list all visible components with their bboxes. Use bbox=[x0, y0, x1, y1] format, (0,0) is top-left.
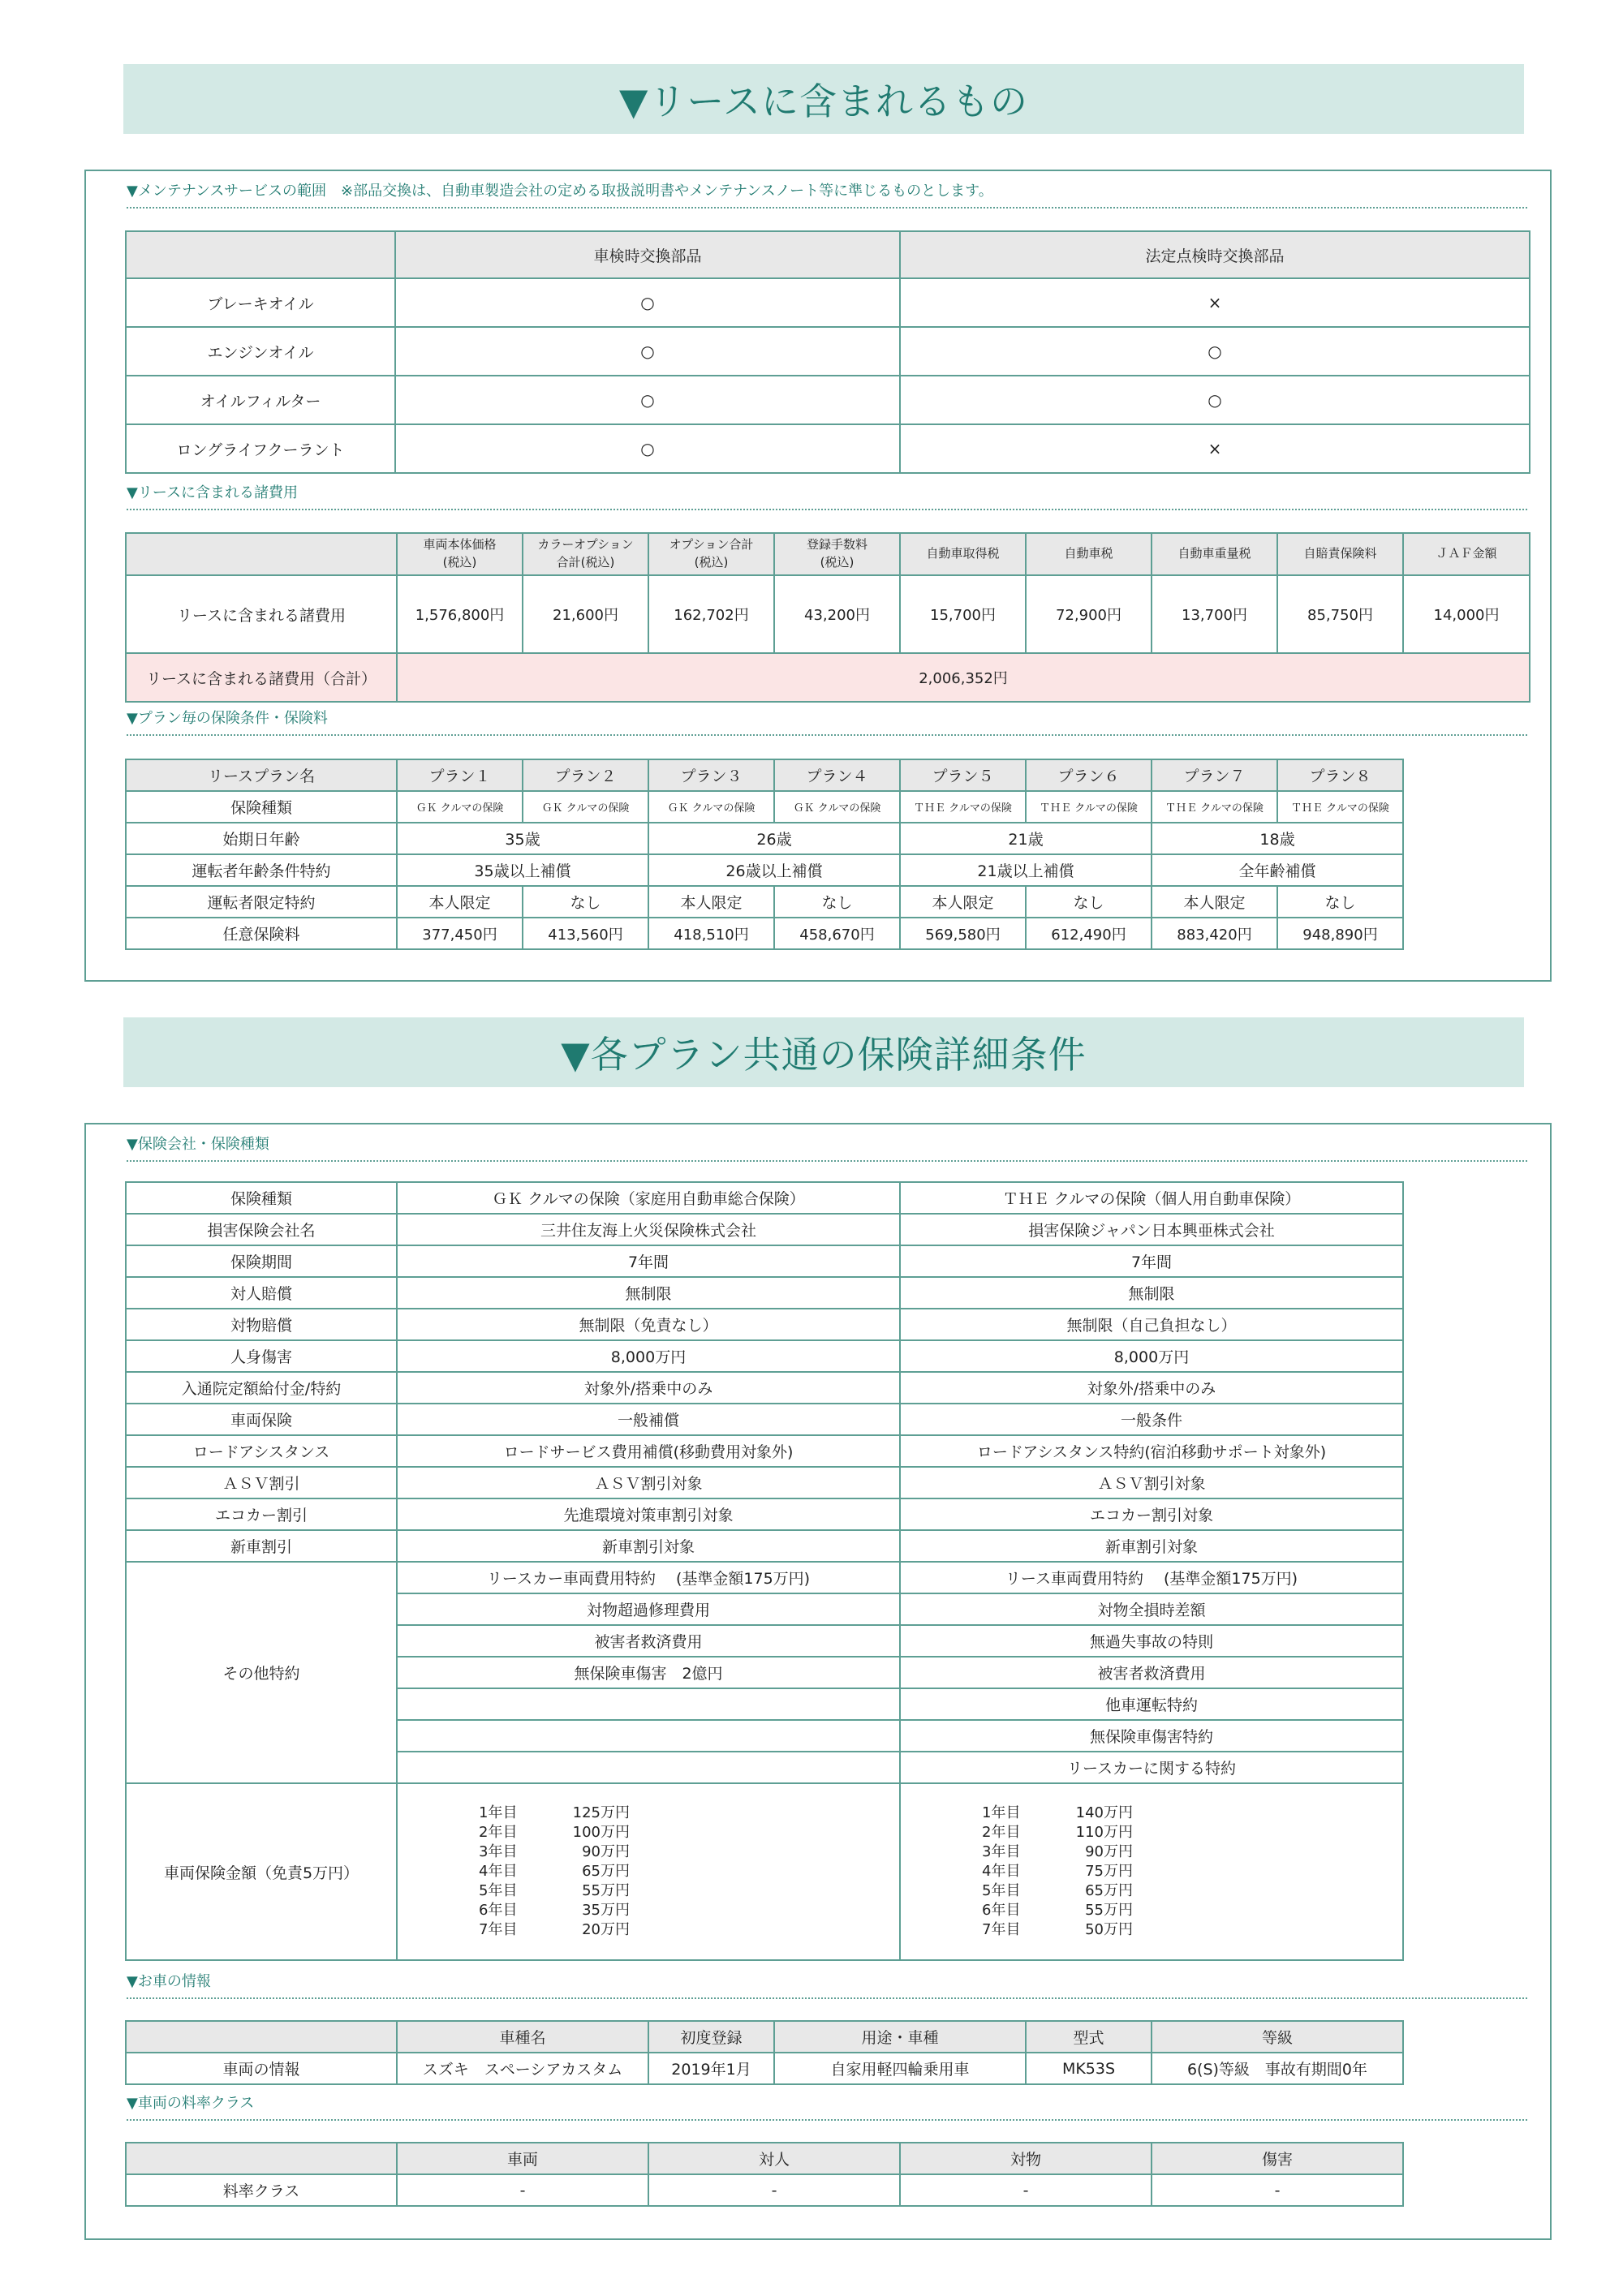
amount-line: 3年目 90万円 bbox=[982, 1843, 1133, 1860]
mark-cell: ○ bbox=[395, 278, 900, 327]
the-rider: 他車運転特約 bbox=[900, 1688, 1403, 1720]
car-header-blank bbox=[126, 2021, 397, 2053]
premium-value: 948,890円 bbox=[1277, 918, 1403, 949]
amount-line: 1年目 140万円 bbox=[982, 1804, 1133, 1821]
maintenance-table bbox=[125, 230, 1530, 474]
the-value: ＴＨＥ クルマの保険（個人用自動車保険） bbox=[900, 1182, 1403, 1214]
grade: 6(S)等級 事故有期間0年 bbox=[1152, 2053, 1403, 2084]
plan-name: プラン６ bbox=[1026, 759, 1152, 791]
mark-cell: × bbox=[900, 424, 1530, 473]
driver-limit: 本人限定 bbox=[648, 886, 774, 918]
rate-header: 傷害 bbox=[1152, 2143, 1403, 2174]
gk-rider bbox=[397, 1720, 900, 1752]
insurance-type: ＴＨＥ クルマの保険 bbox=[1277, 791, 1403, 823]
age-condition: 35歳以上補償 bbox=[397, 854, 648, 886]
table-row bbox=[126, 376, 1530, 424]
mark-cell: ○ bbox=[900, 327, 1530, 376]
rate-value: - bbox=[1152, 2174, 1403, 2206]
maintenance-header-blank bbox=[126, 231, 395, 278]
fees-total-value: 2,006,352円 bbox=[397, 653, 1530, 702]
the-rider: 無保険車傷害特約 bbox=[900, 1720, 1403, 1752]
details-section-title: ▼保険会社・保険種類 bbox=[127, 1133, 1527, 1162]
gk-value: 対象外/搭乗中のみ bbox=[397, 1372, 900, 1404]
fee-value: 15,700円 bbox=[900, 575, 1026, 653]
plans-header-row bbox=[126, 759, 1403, 791]
gk-value: 新車割引対象 bbox=[397, 1530, 900, 1562]
gk-value: 無制限 bbox=[397, 1277, 900, 1309]
gk-value: ＡＳＶ割引対象 bbox=[397, 1467, 900, 1498]
driver-limit: なし bbox=[1277, 886, 1403, 918]
amount-line: 4年目 65万円 bbox=[479, 1863, 630, 1880]
plan-name: プラン３ bbox=[648, 759, 774, 791]
fees-header: 自賠責保険料 bbox=[1277, 533, 1403, 575]
maintenance-header-row bbox=[126, 231, 1530, 278]
the-rider: 被害者救済費用 bbox=[900, 1657, 1403, 1688]
row-label: 損害保険会社名 bbox=[126, 1214, 397, 1245]
part-name: ロングライフクーラント bbox=[126, 424, 395, 473]
row-label: 運転者年齢条件特約 bbox=[126, 854, 397, 886]
table-row bbox=[126, 575, 1530, 653]
amount-line: 7年目 20万円 bbox=[479, 1921, 630, 1938]
insurance-type: ＧＫ クルマの保険 bbox=[397, 791, 523, 823]
table-row bbox=[126, 1182, 1403, 1214]
premium-value: 569,580円 bbox=[900, 918, 1026, 949]
fee-value: 21,600円 bbox=[523, 575, 648, 653]
plan-name: プラン８ bbox=[1277, 759, 1403, 791]
row-label: 任意保険料 bbox=[126, 918, 397, 949]
details-body bbox=[126, 1182, 1403, 1960]
row-label: エコカー割引 bbox=[126, 1498, 397, 1530]
plan-name: プラン２ bbox=[523, 759, 648, 791]
amount-line: 4年目 75万円 bbox=[982, 1863, 1133, 1880]
insurance-details-table bbox=[125, 1181, 1404, 1961]
rate-header-blank bbox=[126, 2143, 397, 2174]
insurance-type: ＧＫ クルマの保険 bbox=[774, 791, 900, 823]
driver-limit: なし bbox=[774, 886, 900, 918]
row-label: 入通院定額給付金/特約 bbox=[126, 1372, 397, 1404]
fees-section-title: ▼リースに含まれる諸費用 bbox=[127, 481, 1527, 510]
row-label: 対物賠償 bbox=[126, 1309, 397, 1340]
fees-header-row bbox=[126, 533, 1530, 575]
other-rider-row bbox=[126, 1562, 1403, 1593]
rate-class-table bbox=[125, 2142, 1404, 2207]
premium-value: 458,670円 bbox=[774, 918, 900, 949]
gk-amount-schedule bbox=[397, 1783, 900, 1960]
gk-rider bbox=[397, 1752, 900, 1783]
premium-value: 612,490円 bbox=[1026, 918, 1152, 949]
fees-total-row bbox=[126, 653, 1530, 702]
the-rider: 対物全損時差額 bbox=[900, 1593, 1403, 1625]
fees-header: 登録手数料 (税込) bbox=[774, 533, 900, 575]
row-label: ＡＳＶ割引 bbox=[126, 1467, 397, 1498]
plan-name: プラン７ bbox=[1152, 759, 1277, 791]
gk-value: 三井住友海上火災保険株式会社 bbox=[397, 1214, 900, 1245]
plans-section-title: ▼プラン毎の保険条件・保険料 bbox=[127, 707, 1527, 736]
plans-table bbox=[125, 759, 1404, 950]
fees-table bbox=[125, 532, 1530, 703]
row-label: 対人賠償 bbox=[126, 1277, 397, 1309]
car-info-header-row bbox=[126, 2021, 1403, 2053]
gk-value: 無制限（免責なし） bbox=[397, 1309, 900, 1340]
row-label: 車両保険 bbox=[126, 1404, 397, 1435]
amount-line: 2年目 100万円 bbox=[479, 1824, 630, 1841]
table-row bbox=[126, 1404, 1403, 1435]
table-row bbox=[126, 1435, 1403, 1467]
fees-header-blank bbox=[126, 533, 397, 575]
table-row bbox=[126, 424, 1530, 473]
table-row bbox=[126, 1245, 1403, 1277]
rate-header-row bbox=[126, 2143, 1403, 2174]
amount-line: 2年目 110万円 bbox=[982, 1824, 1133, 1841]
the-value: エコカー割引対象 bbox=[900, 1498, 1403, 1530]
the-value: 7年間 bbox=[900, 1245, 1403, 1277]
table-row bbox=[126, 886, 1403, 918]
rate-class-label: 料率クラス bbox=[126, 2174, 397, 2206]
fees-header: 自動車重量税 bbox=[1152, 533, 1277, 575]
rate-header: 対人 bbox=[648, 2143, 900, 2174]
age-condition: 21歳以上補償 bbox=[900, 854, 1152, 886]
part-name: エンジンオイル bbox=[126, 327, 395, 376]
rate-header: 対物 bbox=[900, 2143, 1152, 2174]
maintenance-header-shaken: 車検時交換部品 bbox=[395, 231, 900, 278]
rate-header: 車両 bbox=[397, 2143, 648, 2174]
start-age: 26歳 bbox=[648, 823, 900, 854]
row-label: 人身傷害 bbox=[126, 1340, 397, 1372]
fees-header: カラーオプション 合計(税込) bbox=[523, 533, 648, 575]
mark-cell: ○ bbox=[395, 424, 900, 473]
fee-value: 13,700円 bbox=[1152, 575, 1277, 653]
the-value: 対象外/搭乗中のみ bbox=[900, 1372, 1403, 1404]
table-row bbox=[126, 278, 1530, 327]
table-row bbox=[126, 1214, 1403, 1245]
section-banner-common-conditions: ▼各プラン共通の保険詳細条件 bbox=[123, 1017, 1524, 1087]
amount-line: 3年目 90万円 bbox=[479, 1843, 630, 1860]
model-code: MK53S bbox=[1026, 2053, 1152, 2084]
fees-header: 自動車取得税 bbox=[900, 533, 1026, 575]
premium-value: 377,450円 bbox=[397, 918, 523, 949]
insurance-type: ＧＫ クルマの保険 bbox=[523, 791, 648, 823]
the-value: 無制限（自己負担なし） bbox=[900, 1309, 1403, 1340]
gk-value: 8,000万円 bbox=[397, 1340, 900, 1372]
insurance-type: ＴＨＥ クルマの保険 bbox=[1152, 791, 1277, 823]
gk-rider: 対物超過修理費用 bbox=[397, 1593, 900, 1625]
row-label: 新車割引 bbox=[126, 1530, 397, 1562]
the-rider: リース車両費用特約 (基準金額175万円) bbox=[900, 1562, 1403, 1593]
insurance-type: ＴＨＥ クルマの保険 bbox=[1026, 791, 1152, 823]
amount-line: 7年目 50万円 bbox=[982, 1921, 1133, 1938]
start-age: 21歳 bbox=[900, 823, 1152, 854]
the-value: 8,000万円 bbox=[900, 1340, 1403, 1372]
gk-rider: 無保険車傷害 2億円 bbox=[397, 1657, 900, 1688]
table-row bbox=[126, 327, 1530, 376]
fees-header: 車両本体価格 (税込) bbox=[397, 533, 523, 575]
table-row bbox=[126, 854, 1403, 886]
mark-cell: × bbox=[900, 278, 1530, 327]
fee-value: 43,200円 bbox=[774, 575, 900, 653]
table-row bbox=[126, 1467, 1403, 1498]
lease-includes-panel bbox=[84, 170, 1552, 982]
the-value: ＡＳＶ割引対象 bbox=[900, 1467, 1403, 1498]
premium-value: 883,420円 bbox=[1152, 918, 1277, 949]
part-name: オイルフィルター bbox=[126, 376, 395, 424]
age-condition: 26歳以上補償 bbox=[648, 854, 900, 886]
row-label: 運転者限定特約 bbox=[126, 886, 397, 918]
plan-name: プラン５ bbox=[900, 759, 1026, 791]
table-row bbox=[126, 791, 1403, 823]
gk-rider bbox=[397, 1688, 900, 1720]
rate-class-section-title: ▼車両の料率クラス bbox=[127, 2092, 1527, 2121]
rate-value: - bbox=[397, 2174, 648, 2206]
table-row bbox=[126, 1340, 1403, 1372]
car-header: 車種名 bbox=[397, 2021, 648, 2053]
first-registration: 2019年1月 bbox=[648, 2053, 774, 2084]
driver-limit: なし bbox=[523, 886, 648, 918]
row-label: ロードアシスタンス bbox=[126, 1435, 397, 1467]
car-header: 等級 bbox=[1152, 2021, 1403, 2053]
the-amount-schedule bbox=[900, 1783, 1403, 1960]
row-label: 保険種類 bbox=[126, 791, 397, 823]
plan-name: プラン１ bbox=[397, 759, 523, 791]
row-label: 始期日年齢 bbox=[126, 823, 397, 854]
the-value: 新車割引対象 bbox=[900, 1530, 1403, 1562]
part-name: ブレーキオイル bbox=[126, 278, 395, 327]
common-conditions-panel bbox=[84, 1123, 1552, 2240]
driver-limit: 本人限定 bbox=[1152, 886, 1277, 918]
fee-value: 85,750円 bbox=[1277, 575, 1403, 653]
amount-line: 5年目 55万円 bbox=[479, 1882, 630, 1899]
fees-total-label: リースに含まれる諸費用（合計） bbox=[126, 653, 397, 702]
gk-value: 先進環境対策車割引対象 bbox=[397, 1498, 900, 1530]
the-value: 無制限 bbox=[900, 1277, 1403, 1309]
fees-header: ＪＡＦ金額 bbox=[1403, 533, 1530, 575]
section-banner-lease-includes: ▼リースに含まれるもの bbox=[123, 64, 1524, 134]
mark-cell: ○ bbox=[395, 327, 900, 376]
vehicle-amount-row bbox=[126, 1783, 1403, 1960]
car-header: 初度登録 bbox=[648, 2021, 774, 2053]
driver-limit: 本人限定 bbox=[397, 886, 523, 918]
amount-line: 5年目 65万円 bbox=[982, 1882, 1133, 1899]
table-row bbox=[126, 823, 1403, 854]
table-row bbox=[126, 1372, 1403, 1404]
premium-value: 413,560円 bbox=[523, 918, 648, 949]
the-value: 一般条件 bbox=[900, 1404, 1403, 1435]
insurance-type: ＧＫ クルマの保険 bbox=[648, 791, 774, 823]
fees-header: オプション合計 (税込) bbox=[648, 533, 774, 575]
table-row bbox=[126, 918, 1403, 949]
start-age: 35歳 bbox=[397, 823, 648, 854]
car-header: 型式 bbox=[1026, 2021, 1152, 2053]
gk-rider: 被害者救済費用 bbox=[397, 1625, 900, 1657]
car-header: 用途・車種 bbox=[774, 2021, 1026, 2053]
fees-row-label: リースに含まれる諸費用 bbox=[126, 575, 397, 653]
fee-value: 14,000円 bbox=[1403, 575, 1530, 653]
car-info-label: 車両の情報 bbox=[126, 2053, 397, 2084]
amount-line: 1年目 125万円 bbox=[479, 1804, 630, 1821]
table-row bbox=[126, 1498, 1403, 1530]
table-row bbox=[126, 1309, 1403, 1340]
maintenance-section-title: ▼メンテナンスサービスの範囲 ※部品交換は、自動車製造会社の定める取扱説明書やメンテナンスノート等に準じるものとします。 bbox=[127, 179, 1527, 209]
car-info-table bbox=[125, 2020, 1404, 2085]
gk-value: 一般補償 bbox=[397, 1404, 900, 1435]
car-model-name: スズキ スペーシアカスタム bbox=[397, 2053, 648, 2084]
the-value: ロードアシスタンス特約(宿泊移動サポート対象外) bbox=[900, 1435, 1403, 1467]
car-info-section-title: ▼お車の情報 bbox=[127, 1970, 1527, 1999]
fee-value: 72,900円 bbox=[1026, 575, 1152, 653]
fee-value: 162,702円 bbox=[648, 575, 774, 653]
age-condition: 全年齢補償 bbox=[1152, 854, 1403, 886]
rate-value: - bbox=[648, 2174, 900, 2206]
plans-header-label: リースプラン名 bbox=[126, 759, 397, 791]
mark-cell: ○ bbox=[900, 376, 1530, 424]
gk-value: ＧＫ クルマの保険（家庭用自動車総合保険） bbox=[397, 1182, 900, 1214]
vehicle-usage: 自家用軽四輪乗用車 bbox=[774, 2053, 1026, 2084]
fees-header: 自動車税 bbox=[1026, 533, 1152, 575]
gk-value: ロードサービス費用補償(移動費用対象外) bbox=[397, 1435, 900, 1467]
fee-value: 1,576,800円 bbox=[397, 575, 523, 653]
row-label: 保険期間 bbox=[126, 1245, 397, 1277]
table-row bbox=[126, 2053, 1403, 2084]
driver-limit: なし bbox=[1026, 886, 1152, 918]
amount-line: 6年目 55万円 bbox=[982, 1902, 1133, 1919]
gk-value: 7年間 bbox=[397, 1245, 900, 1277]
insurance-type: ＴＨＥ クルマの保険 bbox=[900, 791, 1026, 823]
maintenance-header-inspection: 法定点検時交換部品 bbox=[900, 231, 1530, 278]
plan-name: プラン４ bbox=[774, 759, 900, 791]
the-rider: リースカーに関する特約 bbox=[900, 1752, 1403, 1783]
table-row bbox=[126, 2174, 1403, 2206]
the-value: 損害保険ジャパン日本興亜株式会社 bbox=[900, 1214, 1403, 1245]
premium-value: 418,510円 bbox=[648, 918, 774, 949]
gk-rider: リースカー車両費用特約 (基準金額175万円) bbox=[397, 1562, 900, 1593]
table-row bbox=[126, 1277, 1403, 1309]
other-riders-label: その他特約 bbox=[126, 1562, 397, 1783]
the-rider: 無過失事故の特則 bbox=[900, 1625, 1403, 1657]
vehicle-amount-label: 車両保険金額（免責5万円） bbox=[126, 1783, 397, 1960]
driver-limit: 本人限定 bbox=[900, 886, 1026, 918]
mark-cell: ○ bbox=[395, 376, 900, 424]
start-age: 18歳 bbox=[1152, 823, 1403, 854]
rate-value: - bbox=[900, 2174, 1152, 2206]
amount-line: 6年目 35万円 bbox=[479, 1902, 630, 1919]
row-label: 保険種類 bbox=[126, 1182, 397, 1214]
table-row bbox=[126, 1530, 1403, 1562]
